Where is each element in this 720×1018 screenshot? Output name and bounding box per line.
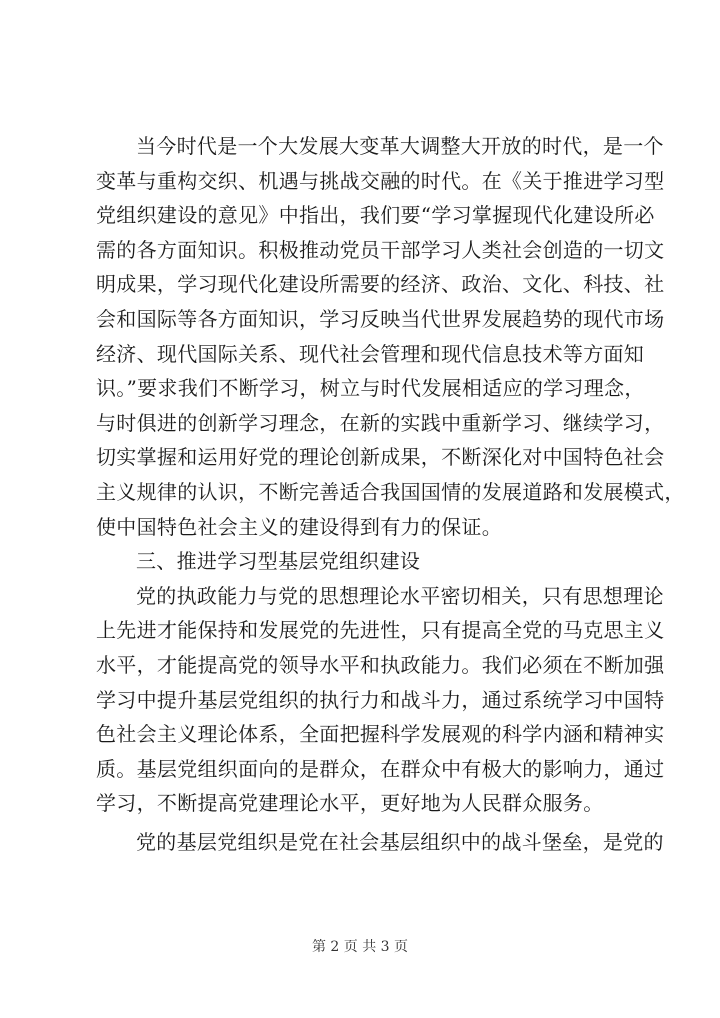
text-line: 明成果，学习现代化建设所需要的经济、政治、文化、科技、社 xyxy=(96,272,665,297)
text-line: 使中国特色社会主义的建设得到有力的保证。 xyxy=(96,514,502,539)
section-heading: 三、推进学习型基层党组织建设 xyxy=(136,549,421,574)
text-line: 主义规律的认识，不断完善适合我国国情的发展道路和发展模式， xyxy=(96,479,685,504)
text-line: 党组织建设的意见》中指出，我们要“学习掌握现代化建设所必 xyxy=(96,203,655,228)
text-line: 质。基层党组织面向的是群众，在群众中有极大的影响力，通过 xyxy=(96,756,665,781)
text-line: 色社会主义理论体系，全面把握科学发展观的科学内涵和精神实 xyxy=(96,722,665,747)
text-line: 上先进才能保持和发展党的先进性，只有提高全党的马克思主义 xyxy=(96,618,665,643)
paragraph xyxy=(96,825,664,860)
text-line: 党的基层党组织是党在社会基层组织中的战斗堡垒，是党的 xyxy=(136,829,664,854)
text-line: 变革与重构交织、机遇与挑战交融的时代。在《关于推进学习型 xyxy=(96,168,665,193)
text-line: 学习，不断提高党建理论水平，更好地为人民群众服务。 xyxy=(96,791,604,816)
page-number: 第 2 页 共 3 页 xyxy=(311,939,409,955)
text-line: 当今时代是一个大发展大变革大调整大开放的时代，是一个 xyxy=(136,134,664,158)
text-line: 学习中提升基层党组织的执行力和战斗力，通过系统学习中国特 xyxy=(96,687,665,712)
text-line: 经济、现代国际关系、现代社会管理和现代信息技术等方面知 xyxy=(96,341,645,366)
text-line: 识。”要求我们不断学习，树立与时代发展相适应的学习理念， xyxy=(96,376,645,401)
text-line: 与时俱进的创新学习理念，在新的实践中重新学习、继续学习， xyxy=(96,410,665,435)
paragraph xyxy=(96,579,665,821)
text-line: 党的执政能力与党的思想理论水平密切相关，只有思想理论 xyxy=(136,583,664,608)
document-body xyxy=(96,129,685,859)
text-line: 需的各方面知识。积极推动党员干部学习人类社会创造的一切文 xyxy=(96,237,665,262)
text-line: 切实掌握和运用好党的理论创新成果，不断深化对中国特色社会 xyxy=(96,445,665,470)
paragraph xyxy=(96,129,685,544)
text-line: 水平，才能提高党的领导水平和执政能力。我们必须在不断加强 xyxy=(96,652,665,677)
text-line: 会和国际等各方面知识，学习反映当代世界发展趋势的现代市场 xyxy=(96,306,665,331)
